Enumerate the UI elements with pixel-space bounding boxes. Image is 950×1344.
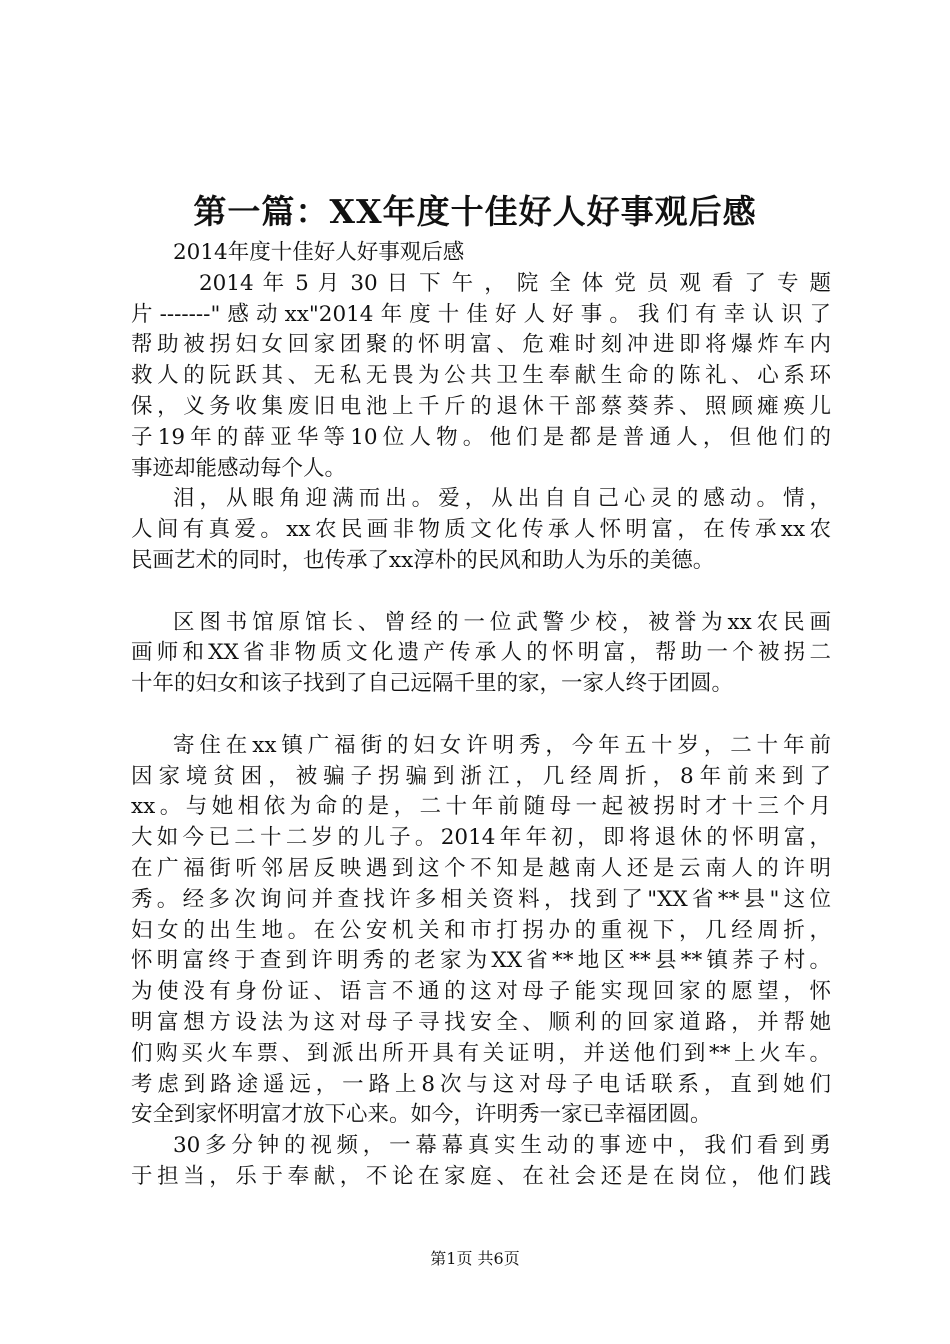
paragraph-line: 明富想方设法为这对母子寻找安全、顺利的回家道路，并帮她: [131, 1009, 831, 1035]
paragraph-line: 怀明富终于查到许明秀的老家为XX省**地区**县**镇荞子村。: [131, 948, 831, 974]
blank-line: [131, 700, 831, 731]
paragraph-line: 30多分钟的视频，一幕幕真实生动的事迹中，我们看到勇: [173, 1133, 831, 1159]
page-footer: 第1页 共6页: [430, 1249, 520, 1268]
paragraph-line: 因家境贫困，被骗子拐骗到浙江，几经周折，8年前来到了: [131, 763, 831, 789]
paragraph-line: xx。与她相依为命的是，二十年前随母一起被拐时才十三个月: [131, 794, 831, 820]
blank-line: [131, 577, 831, 608]
paragraph-line: 画师和XX省非物质文化遗产传承人的怀明富，帮助一个被拐二: [131, 640, 831, 666]
paragraph-line: 在广福街听邻居反映遇到这个不知是越南人还是云南人的许明: [131, 855, 831, 881]
paragraph-line: 救人的阮跃其、无私无畏为公共卫生奉献生命的陈礼、心系环: [131, 363, 831, 389]
paragraph-line: 为使没有身份证、语言不通的这对母子能实现回家的愿望，怀: [131, 979, 831, 1005]
paragraph-line: 人间有真爱。xx农民画非物质文化传承人怀明富，在传承xx农: [131, 517, 831, 543]
page-title: 第一篇：XX年度十佳好人好事观后感: [193, 192, 757, 231]
paragraph-line: 大如今已二十二岁的儿子。2014年年初，即将退休的怀明富，: [131, 825, 831, 851]
paragraph-line: 泪，从眼角迎满而出。爱，从出自自己心灵的感动。情，: [173, 486, 831, 512]
paragraph-line: 2014 年 5 月 30 日 下 午 ， 院 全 体 党 员 观 看 了 专 题: [199, 270, 831, 296]
paragraph-line: 秀。经多次询问并查找许多相关资料，找到了"XX省**县"这位: [131, 886, 831, 912]
paragraph-line: 安全到家怀明富才放下心来。如今，许明秀一家已幸福团圆。: [131, 1102, 712, 1128]
document-body: [131, 238, 831, 1193]
paragraph-line: 考虑到路途遥远，一路上8次与这对母子电话联系，直到她们: [131, 1071, 831, 1097]
subtitle-line: 2014年度十佳好人好事观后感: [173, 240, 465, 265]
paragraph-line: 民画艺术的同时，也传承了xx淳朴的民风和助人为乐的美德。: [131, 547, 715, 573]
paragraph-line: 们购买火车票、到派出所开具有关证明，并送他们到**上火车。: [131, 1040, 831, 1066]
paragraph-line: 区图书馆原馆长、曾经的一位武警少校，被誉为xx农民画: [173, 609, 831, 635]
paragraph-line: 妇女的出生地。在公安机关和市打拐办的重视下，几经周折，: [131, 917, 831, 943]
paragraph-line: 帮助被拐妇女回家团聚的怀明富、危难时刻冲进即将爆炸车内: [131, 332, 831, 358]
paragraph-line: 保，义务收集废旧电池上千斤的退休干部蔡葵荞、照顾瘫痪儿: [131, 393, 831, 419]
paragraph-line: 于担当，乐于奉献，不论在家庭、在社会还是在岗位，他们践: [131, 1163, 831, 1189]
paragraph-line: 事迹却能感动每个人。: [131, 455, 347, 481]
paragraph-line: 片-------"感动xx"2014年度十佳好人好事。我们有幸认识了: [131, 301, 831, 327]
paragraph-line: 子19年的薛亚华等10位人物。他们是都是普通人，但他们的: [131, 424, 831, 450]
paragraph-line: 十年的妇女和该子找到了自己远隔千里的家，一家人终于团圆。: [131, 671, 734, 697]
paragraph-line: 寄住在xx镇广福街的妇女许明秀，今年五十岁，二十年前: [173, 732, 831, 758]
